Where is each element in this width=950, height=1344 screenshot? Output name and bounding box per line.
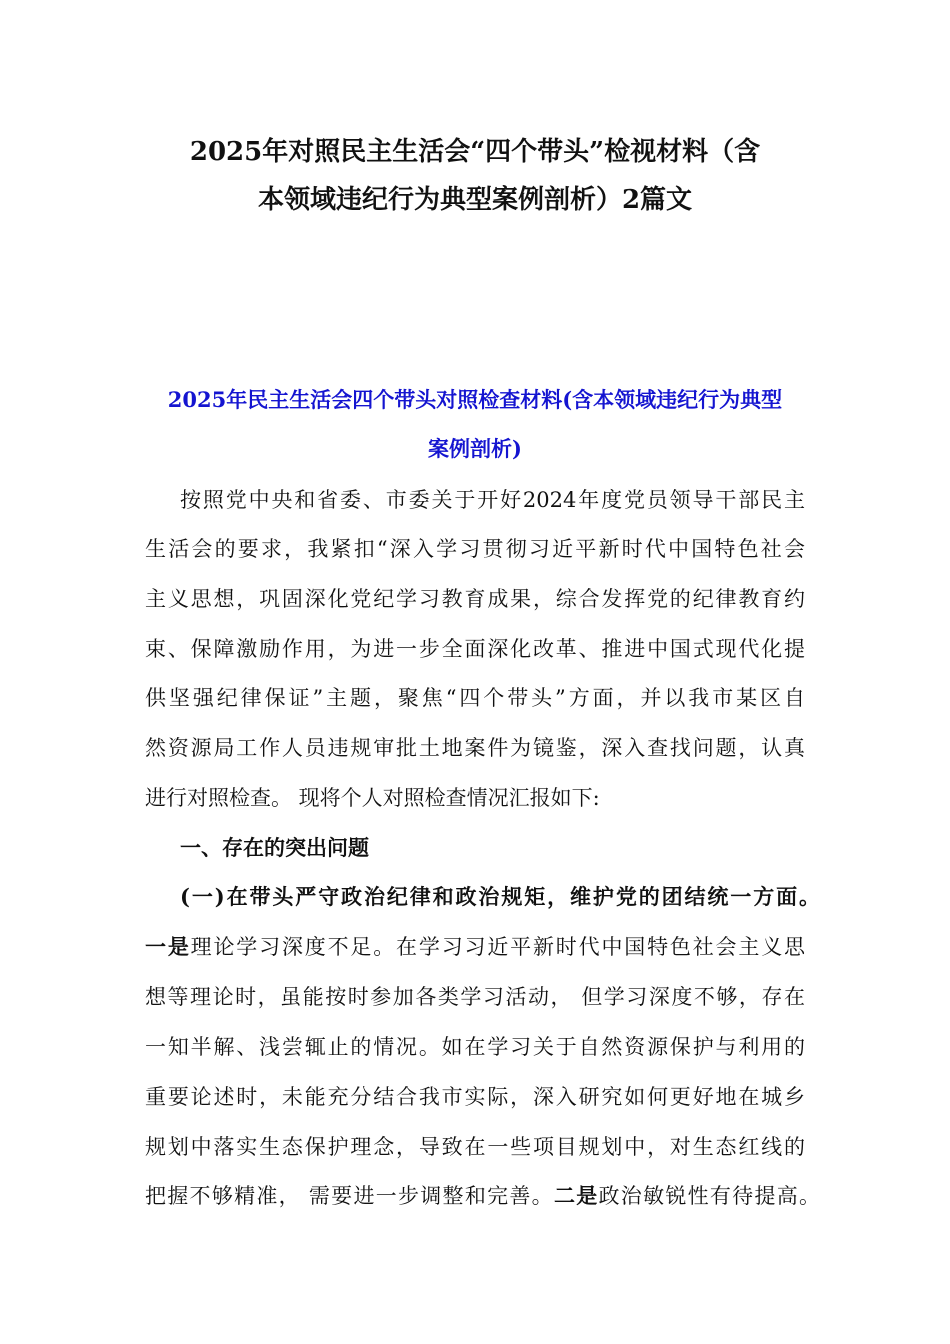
paragraph-line: 供坚强纪律保证”主题，聚焦“四个带头”方面，并以我市某区自 (145, 686, 805, 710)
paragraph-line: 束、保障激励作用，为进一步全面深化改革、推进中国式现代化提 (145, 637, 805, 661)
point-label: 二是 (553, 1183, 599, 1208)
paragraph-line: 想等理论时，虽能按时参加各类学习活动， 但学习深度不够，存在 (145, 985, 805, 1009)
paragraph-line: 主义思想，巩固深化党纪学习教育成果，综合发挥党的纪律教育约 (145, 587, 805, 611)
paragraph-line: 然资源局工作人员违规审批土地案件为镜鉴，深入查找问题，认真 (145, 736, 805, 760)
paragraph-line: 进行对照检查。 现将个人对照检查情况汇报如下: (145, 786, 600, 810)
paragraph-line (145, 1181, 820, 1211)
paragraph-line: 按照党中央和省委、市委关于开好2024年度党员领导干部民主 (180, 488, 805, 512)
document-title-line-2: 本领域违纪行为典型案例剖析）2篇文 (257, 185, 693, 215)
subsection-heading: (一)在带头严守政治纪律和政治规矩，维护党的团结统一方面。 (180, 884, 820, 909)
section-heading: 一、存在的突出问题 (180, 835, 369, 860)
document-title-line-1: 2025年对照民主生活会“四个带头”检视材料（含 (189, 137, 761, 167)
point-label: 一是 (145, 934, 191, 959)
point-text: 政治敏锐性有待提高。 (598, 1184, 821, 1208)
paragraph-line: 规划中落实生态保护理念，导致在一些项目规划中，对生态红线的 (145, 1135, 805, 1159)
paragraph-line (145, 932, 805, 962)
paragraph-line: 生活会的要求，我紧扣“深入学习贯彻习近平新时代中国特色社会 (145, 537, 805, 561)
paragraph-line: 一知半解、浅尝辄止的情况。如在学习关于自然资源保护与利用的 (145, 1035, 805, 1059)
paragraph-line: 重要论述时，未能充分结合我市实际，深入研究如何更好地在城乡 (145, 1085, 805, 1109)
point-text: 理论学习深度不足。在学习习近平新时代中国特色社会主义思 (190, 935, 806, 959)
point-text: 把握不够精准， 需要进一步调整和完善。 (145, 1184, 554, 1208)
article-title-line-2: 案例剖析) (428, 436, 522, 461)
article-title-line-1: 2025年民主生活会四个带头对照检查材料(含本领域违纪行为典型 (167, 387, 783, 412)
